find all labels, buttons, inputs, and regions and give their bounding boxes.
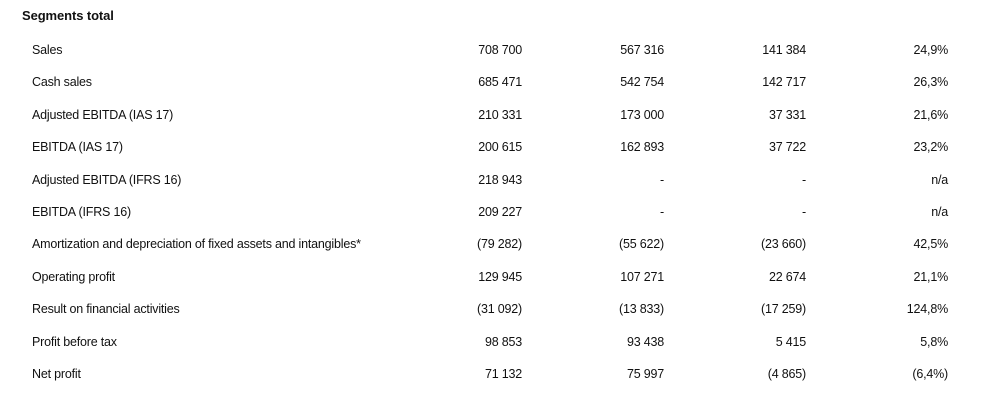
row-label: Adjusted EBITDA (IAS 17) <box>32 107 174 122</box>
value-col-3: (17 259) <box>761 302 806 317</box>
row-label: EBITDA (IFRS 16) <box>32 204 131 219</box>
value-col-3: 5 415 <box>775 334 806 349</box>
value-col-2: 173 000 <box>620 107 664 122</box>
table-row <box>0 66 1000 98</box>
value-col-4: n/a <box>931 204 948 219</box>
value-col-2: 75 997 <box>626 366 664 381</box>
section-title: Segments total <box>22 8 114 23</box>
table-row <box>0 164 1000 196</box>
value-col-4: 21,1% <box>913 269 948 284</box>
value-col-1: 209 227 <box>478 204 522 219</box>
value-col-3: - <box>802 204 806 219</box>
value-col-4: 42,5% <box>913 237 948 252</box>
value-col-2: 162 893 <box>620 140 664 155</box>
table-row <box>0 326 1000 358</box>
value-col-3: (4 865) <box>767 366 806 381</box>
value-col-4: 26,3% <box>913 75 948 90</box>
value-col-1: 200 615 <box>478 140 522 155</box>
table-row <box>0 99 1000 131</box>
value-col-1: (31 092) <box>477 302 522 317</box>
value-col-3: - <box>802 172 806 187</box>
value-col-3: 141 384 <box>762 43 806 57</box>
value-col-1: 71 132 <box>484 366 522 381</box>
value-col-1: 708 700 <box>478 43 522 57</box>
row-label: Adjusted EBITDA (IFRS 16) <box>32 172 182 187</box>
row-label: Net profit <box>32 366 81 381</box>
value-col-4: 23,2% <box>913 140 948 155</box>
value-col-4: 24,9% <box>913 43 948 57</box>
value-col-2: - <box>660 172 664 187</box>
value-col-2: (55 622) <box>619 237 664 252</box>
row-label: Amortization and depreciation of fixed assets and intangibles* <box>32 237 361 252</box>
value-col-2: 542 754 <box>620 75 664 90</box>
value-col-3: 37 331 <box>768 107 806 122</box>
financial-table <box>0 34 1000 390</box>
value-col-4: 124,8% <box>906 302 948 317</box>
value-col-2: (13 833) <box>619 302 664 317</box>
value-col-3: 22 674 <box>768 269 806 284</box>
row-label: Profit before tax <box>32 334 117 349</box>
row-label: Operating profit <box>32 269 115 284</box>
value-col-1: (79 282) <box>477 237 522 252</box>
value-col-4: 5,8% <box>920 334 948 349</box>
table-row <box>0 34 1000 66</box>
value-col-1: 218 943 <box>478 172 522 187</box>
row-label: Cash sales <box>32 75 92 90</box>
table-row <box>0 358 1000 390</box>
value-col-3: 37 722 <box>768 140 806 155</box>
row-label: EBITDA (IAS 17) <box>32 140 123 155</box>
value-col-1: 98 853 <box>484 334 522 349</box>
table-row <box>0 196 1000 228</box>
row-label: Result on financial activities <box>32 302 180 317</box>
value-col-3: (23 660) <box>761 237 806 252</box>
table-row <box>0 293 1000 325</box>
row-label: Sales <box>32 43 63 57</box>
value-col-2: 567 316 <box>620 43 664 57</box>
value-col-4: 21,6% <box>913 107 948 122</box>
table-row <box>0 228 1000 260</box>
table-row <box>0 261 1000 293</box>
value-col-4: (6,4%) <box>912 366 948 381</box>
value-col-3: 142 717 <box>762 75 806 90</box>
value-col-1: 210 331 <box>478 107 522 122</box>
value-col-2: 93 438 <box>626 334 664 349</box>
value-col-1: 129 945 <box>478 269 522 284</box>
value-col-2: - <box>660 204 664 219</box>
value-col-1: 685 471 <box>478 75 522 90</box>
table-row <box>0 131 1000 163</box>
value-col-2: 107 271 <box>620 269 664 284</box>
value-col-4: n/a <box>931 172 948 187</box>
